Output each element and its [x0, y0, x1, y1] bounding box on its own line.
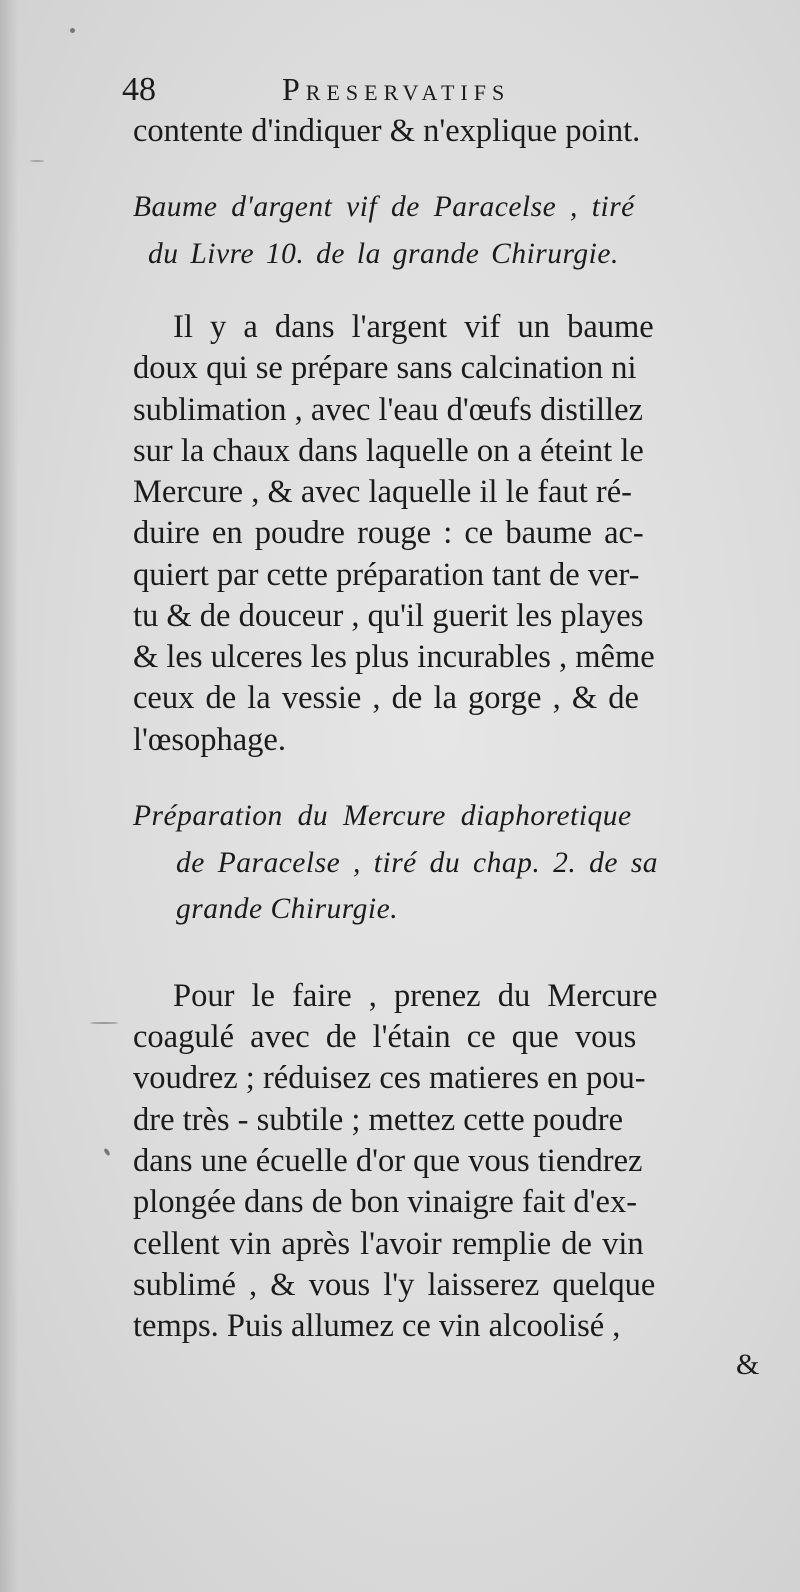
section-heading-line: du Livre 10. de la grande Chirurgie.	[148, 238, 619, 270]
page-number: 48	[122, 71, 156, 108]
section-heading-line: Préparation du Mercure diaphoretique	[133, 800, 632, 832]
text-line: sublimation , avec l'eau d'œufs distillez	[133, 392, 643, 428]
section-heading-line: Baume d'argent vif de Paracelse , tiré	[133, 191, 635, 223]
text-line: duire en poudre rouge : ce baume ac-	[133, 515, 644, 551]
section-heading-line: de Paracelse , tiré du chap. 2. de sa	[176, 847, 659, 879]
text-line: voudrez ; réduisez ces matieres en pou-	[133, 1060, 646, 1096]
text-line: sublimé , & vous l'y laisserez quelque	[133, 1267, 656, 1303]
text-line: sur la chaux dans laquelle on a éteint le	[133, 433, 644, 469]
text-line: cellent vin après l'avoir remplie de vin	[133, 1226, 644, 1262]
text-line: contente d'indiquer & n'explique point.	[133, 113, 641, 149]
paper-speck	[70, 28, 75, 33]
text-line: dans une écuelle d'or que vous tiendrez	[133, 1143, 643, 1179]
text-line: quiert par cette préparation tant de ver-	[133, 557, 640, 593]
text-line: Mercure , & avec laquelle il le faut ré-	[133, 474, 632, 510]
text-line: Pour le faire , prenez du Mercure	[173, 978, 658, 1014]
text-line: Il y a dans l'argent vif un baume	[173, 309, 654, 345]
text-line: doux qui se prépare sans calcination ni	[133, 350, 637, 386]
paper-speck	[30, 160, 44, 162]
text-line: plongée dans de bon vinaigre fait d'ex-	[133, 1184, 638, 1220]
page-gutter-shadow	[0, 0, 18, 1592]
text-line: ceux de la vessie , de la gorge , & de	[133, 680, 639, 716]
text-line: dre très - subtile ; mettez cette poudre	[133, 1102, 624, 1138]
paper-speck	[103, 1148, 111, 1157]
text-line: & les ulceres les plus incurables , même	[133, 639, 655, 675]
text-line: l'œsophage.	[133, 722, 286, 758]
text-line: coagulé avec de l'étain ce que vous	[133, 1019, 637, 1055]
catchword: &	[736, 1348, 760, 1381]
running-title: Preservatifs	[282, 71, 511, 107]
text-line: tu & de douceur , qu'il guerit les playes	[133, 598, 644, 634]
text-line: temps. Puis allumez ce vin alcoolisé ,	[133, 1308, 621, 1344]
section-heading-line: grande Chirurgie.	[176, 893, 399, 925]
paper-speck	[90, 1022, 118, 1024]
